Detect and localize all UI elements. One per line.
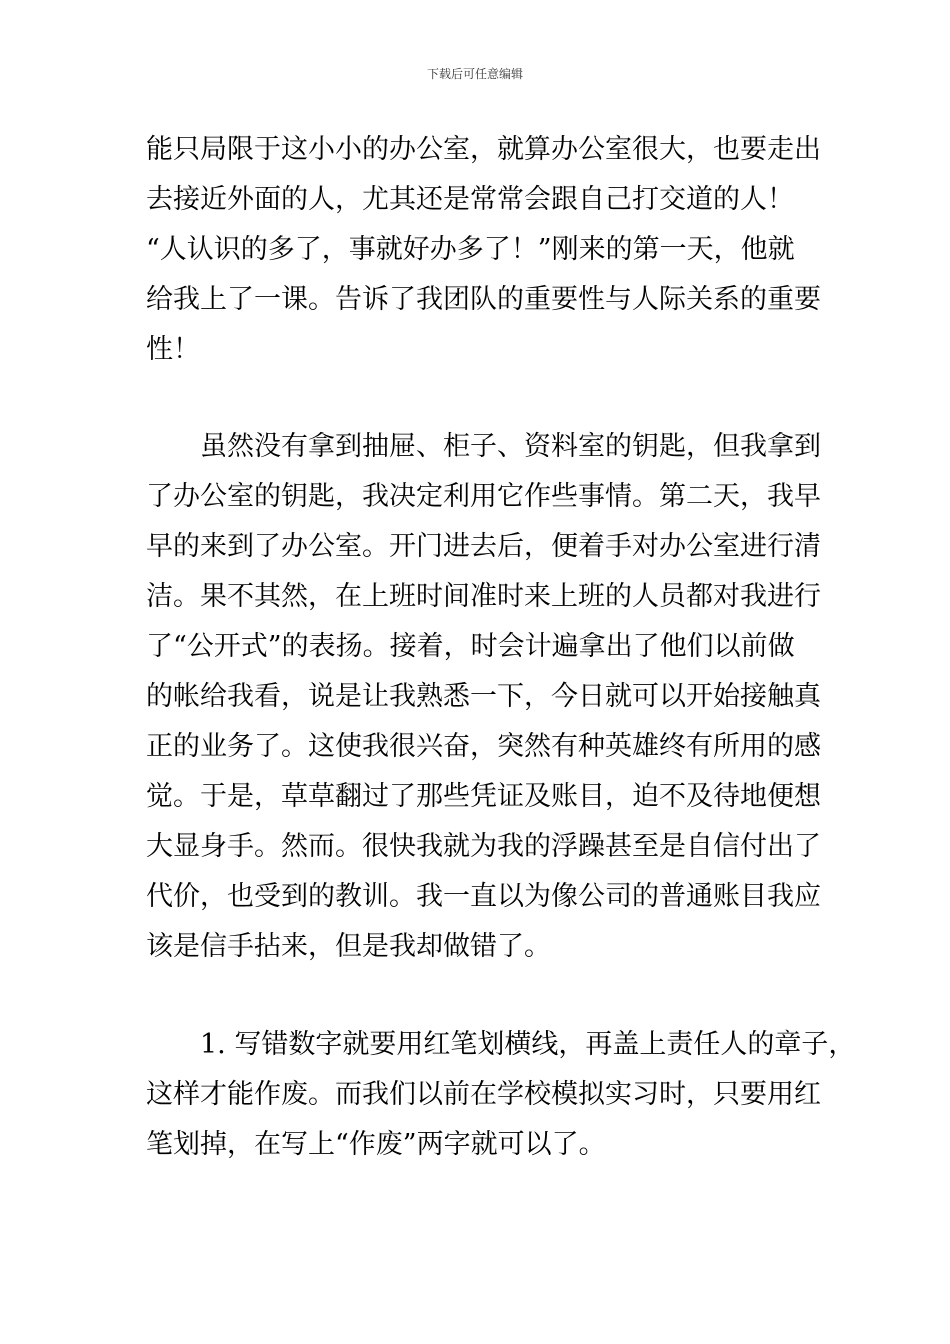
paragraph-1-line-4: 给我上了一课。告诉了我团队的重要性与人际关系的重要 [146,284,821,315]
paragraph-2-line-8: 觉。于是，草草翻过了那些凭证及账目，迫不及待地便想 [146,781,821,812]
paragraph-2-line-5: 了“公开式”的表扬。接着，时会计遍拿出了他们以前做 [146,631,795,662]
paragraph-2-line-9: 大显身手。然而。很快我就为我的浮躁甚至是自信付出了 [146,831,821,862]
paragraph-1-line-3: “人认识的多了，事就好办多了！”刚来的第一天，他就 [146,234,795,265]
paragraph-2-line-7: 正的业务了。这使我很兴奋，突然有种英雄终有所用的感 [146,731,821,762]
paragraph-2-line-11: 该是信手拈来，但是我却做错了。 [146,931,551,962]
paragraph-3-line-3: 笔划掉，在写上“作废”两字就可以了。 [146,1129,606,1160]
paragraph-2-line-4: 洁。果不其然，在上班时间准时来上班的人员都对我进行 [146,581,821,612]
paragraph-2-line-2: 了办公室的钥匙，我决定利用它作些事情。第二天，我早 [146,481,821,512]
paragraph-2-line-6: 的帐给我看，说是让我熟悉一下，今日就可以开始接触真 [146,681,821,712]
page-header: 下载后可任意编辑 [426,67,523,81]
paragraph-2-line-3: 早的来到了办公室。开门进去后，便着手对办公室进行清 [146,531,821,562]
paragraph-1-line-5: 性！ [146,334,200,365]
paragraph-2-line-10: 代价，也受到的教训。我一直以为像公司的普通账目我应 [146,881,821,912]
paragraph-1-line-1: 能只局限于这小小的办公室，就算办公室很大，也要走出 [146,134,821,165]
paragraph-1-line-2: 去接近外面的人，尤其还是常常会跟自己打交道的人！ [146,184,794,215]
paragraph-2-line-1: 虽然没有拿到抽屉、柜子、资料室的钥匙，但我拿到 [200,431,821,462]
paragraph-3-line-1: 1. 写错数字就要用红笔划横线，再盖上责任人的章子， [200,1029,856,1060]
paragraph-3-line-2: 这样才能作废。而我们以前在学校模拟实习时，只要用红 [146,1079,821,1110]
